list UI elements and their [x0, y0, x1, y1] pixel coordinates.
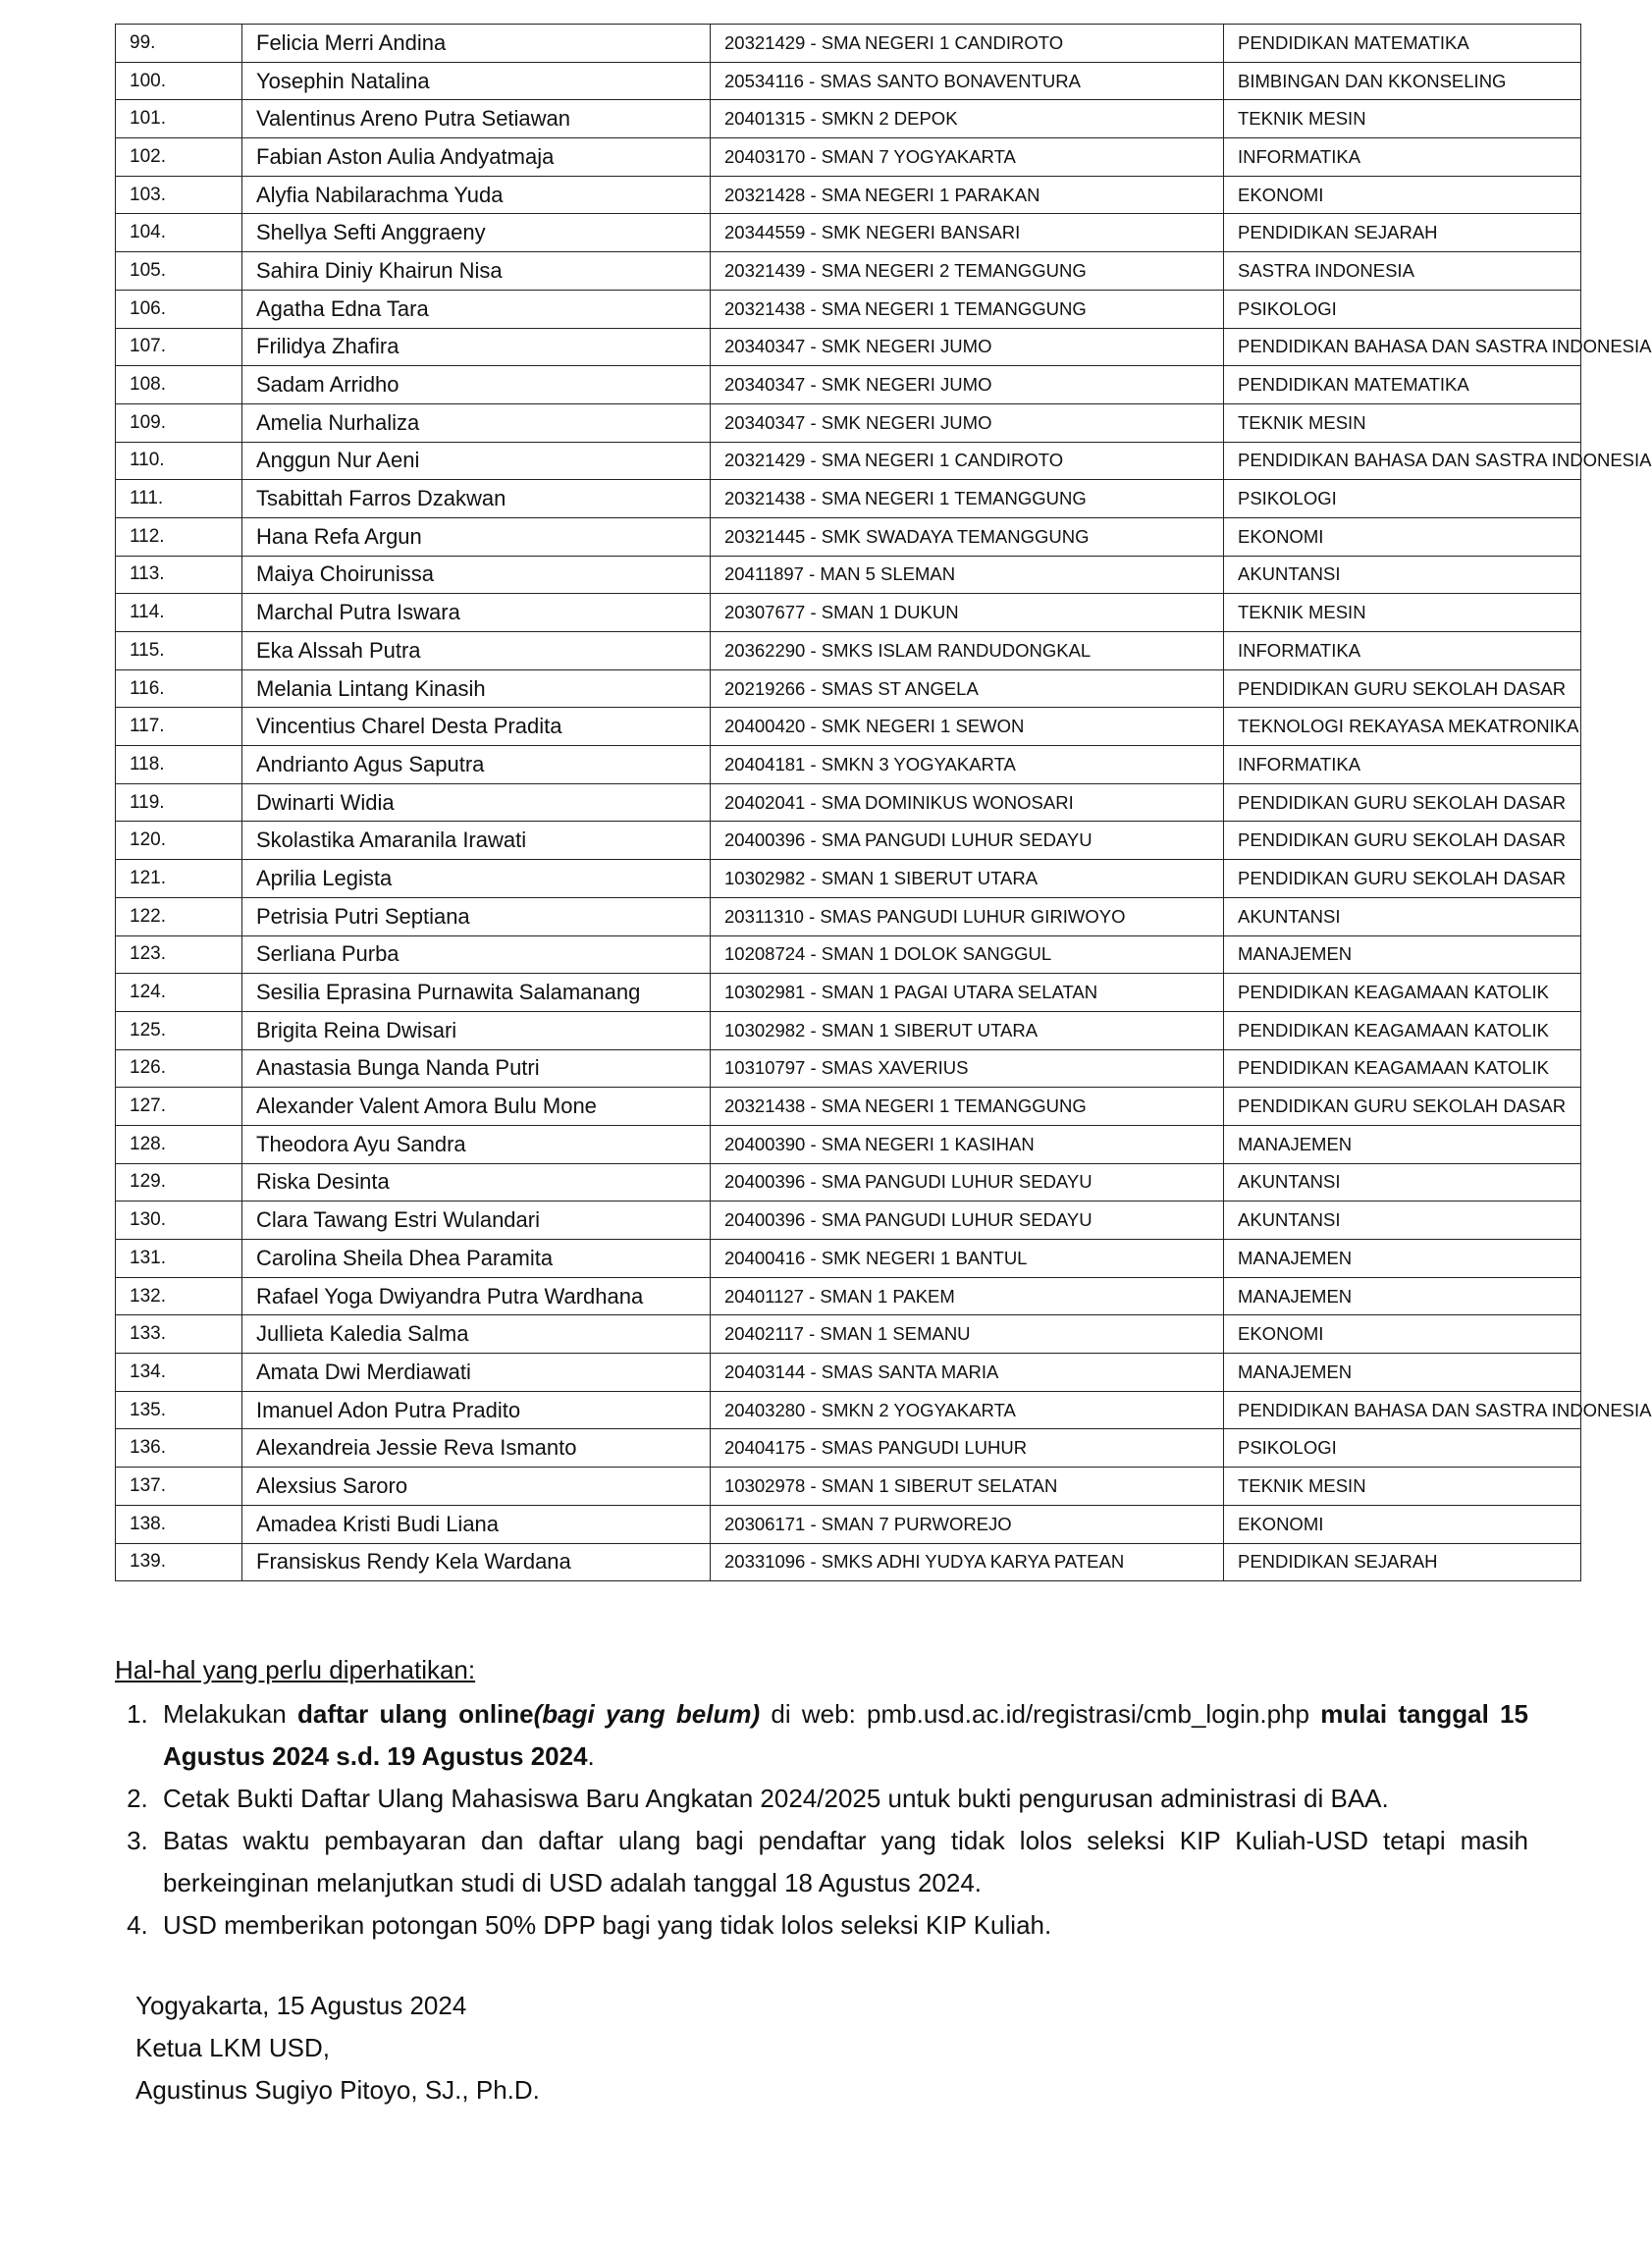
signature-name: Agustinus Sugiyo Pitoyo, SJ., Ph.D.: [135, 2075, 540, 2105]
school-name: 20321445 - SMK SWADAYA TEMANGGUNG: [711, 517, 1224, 556]
study-program: PENDIDIKAN BAHASA DAN SASTRA INDONESIA: [1224, 1391, 1581, 1429]
row-number: 114.: [116, 594, 242, 632]
student-name: Clara Tawang Estri Wulandari: [242, 1202, 711, 1240]
student-name: Alyfia Nabilarachma Yuda: [242, 176, 711, 214]
row-number: 122.: [116, 897, 242, 935]
school-name: 20400416 - SMK NEGERI 1 BANTUL: [711, 1240, 1224, 1278]
table-row: [116, 1240, 1581, 1278]
school-name: 20404175 - SMAS PANGUDI LUHUR: [711, 1429, 1224, 1468]
study-program: MANAJEMEN: [1224, 1354, 1581, 1392]
study-program: PENDIDIKAN GURU SEKOLAH DASAR: [1224, 669, 1581, 708]
row-number: 127.: [116, 1088, 242, 1126]
table-row: [116, 1088, 1581, 1126]
study-program: MANAJEMEN: [1224, 935, 1581, 974]
row-number: 111.: [116, 480, 242, 518]
study-program: TEKNIK MESIN: [1224, 403, 1581, 442]
row-number: 135.: [116, 1391, 242, 1429]
row-number: 124.: [116, 974, 242, 1012]
study-program: TEKNIK MESIN: [1224, 100, 1581, 138]
row-number: 106.: [116, 290, 242, 328]
school-name: 20321438 - SMA NEGERI 1 TEMANGGUNG: [711, 480, 1224, 518]
student-name: Skolastika Amaranila Irawati: [242, 822, 711, 860]
table-row: [116, 1163, 1581, 1202]
study-program: PENDIDIKAN BAHASA DAN SASTRA INDONESIA: [1224, 442, 1581, 480]
study-program: SASTRA INDONESIA: [1224, 252, 1581, 291]
row-number: 126.: [116, 1049, 242, 1088]
school-name: 20402041 - SMA DOMINIKUS WONOSARI: [711, 783, 1224, 822]
table-row: [116, 935, 1581, 974]
study-program: PENDIDIKAN SEJARAH: [1224, 1543, 1581, 1581]
school-name: 10302981 - SMAN 1 PAGAI UTARA SELATAN: [711, 974, 1224, 1012]
study-program: PENDIDIKAN KEAGAMAAN KATOLIK: [1224, 1011, 1581, 1049]
table-row: [116, 1505, 1581, 1543]
table-row: [116, 176, 1581, 214]
table-row: [116, 138, 1581, 177]
school-name: 20362290 - SMKS ISLAM RANDUDONGKAL: [711, 632, 1224, 670]
school-name: 20344559 - SMK NEGERI BANSARI: [711, 214, 1224, 252]
table-row: [116, 556, 1581, 594]
student-name: Jullieta Kaledia Salma: [242, 1315, 711, 1354]
student-name: Dwinarti Widia: [242, 783, 711, 822]
school-name: 20402117 - SMAN 1 SEMANU: [711, 1315, 1224, 1354]
student-name: Sadam Arridho: [242, 366, 711, 404]
student-name: Valentinus Areno Putra Setiawan: [242, 100, 711, 138]
note-item-2: 2. Cetak Bukti Daftar Ulang Mahasiswa Baru Angkatan 2024/2025 untuk bukti pengurusan administrasi di BAA.: [155, 1778, 1528, 1820]
note-1-text-a: Melakukan: [163, 1699, 297, 1729]
table-row: [116, 1429, 1581, 1468]
student-name: Anggun Nur Aeni: [242, 442, 711, 480]
study-program: EKONOMI: [1224, 1315, 1581, 1354]
student-name: Amata Dwi Merdiawati: [242, 1354, 711, 1392]
row-number: 108.: [116, 366, 242, 404]
student-name: Riska Desinta: [242, 1163, 711, 1202]
notes-list: [115, 1693, 1528, 1947]
row-number: 109.: [116, 403, 242, 442]
table-row: [116, 1354, 1581, 1392]
table-row: [116, 403, 1581, 442]
study-program: PSIKOLOGI: [1224, 1429, 1581, 1468]
row-number: 113.: [116, 556, 242, 594]
study-program: PSIKOLOGI: [1224, 290, 1581, 328]
study-program: PENDIDIKAN MATEMATIKA: [1224, 25, 1581, 63]
study-program: INFORMATIKA: [1224, 746, 1581, 784]
student-name: Theodora Ayu Sandra: [242, 1125, 711, 1163]
table-row: [116, 1391, 1581, 1429]
notes-heading: Hal-hal yang perlu diperhatikan:: [115, 1655, 476, 1684]
school-name: 20400420 - SMK NEGERI 1 SEWON: [711, 708, 1224, 746]
school-name: 20321439 - SMA NEGERI 2 TEMANGGUNG: [711, 252, 1224, 291]
row-number: 100.: [116, 62, 242, 100]
student-name: Alexsius Saroro: [242, 1468, 711, 1506]
student-name: Tsabittah Farros Dzakwan: [242, 480, 711, 518]
note-item-1: [155, 1693, 1528, 1778]
student-name: Amadea Kristi Budi Liana: [242, 1505, 711, 1543]
school-name: 20219266 - SMAS ST ANGELA: [711, 669, 1224, 708]
student-name: Frilidya Zhafira: [242, 328, 711, 366]
study-program: PENDIDIKAN MATEMATIKA: [1224, 366, 1581, 404]
study-program: AKUNTANSI: [1224, 897, 1581, 935]
table-row: [116, 974, 1581, 1012]
study-program: INFORMATIKA: [1224, 632, 1581, 670]
table-row: [116, 860, 1581, 898]
student-name: Yosephin Natalina: [242, 62, 711, 100]
row-number: 138.: [116, 1505, 242, 1543]
table-row: [116, 517, 1581, 556]
student-name: Felicia Merri Andina: [242, 25, 711, 63]
student-name: Alexander Valent Amora Bulu Mone: [242, 1088, 711, 1126]
study-program: AKUNTANSI: [1224, 556, 1581, 594]
school-name: 20321438 - SMA NEGERI 1 TEMANGGUNG: [711, 1088, 1224, 1126]
table-row: [116, 1277, 1581, 1315]
row-number: 105.: [116, 252, 242, 291]
study-program: PENDIDIKAN GURU SEKOLAH DASAR: [1224, 860, 1581, 898]
row-number: 110.: [116, 442, 242, 480]
table-row: [116, 1125, 1581, 1163]
table-row: [116, 328, 1581, 366]
school-name: 20321438 - SMA NEGERI 1 TEMANGGUNG: [711, 290, 1224, 328]
student-name: Sesilia Eprasina Purnawita Salamanang: [242, 974, 711, 1012]
study-program: TEKNOLOGI REKAYASA MEKATRONIKA: [1224, 708, 1581, 746]
school-name: 20403144 - SMAS SANTA MARIA: [711, 1354, 1224, 1392]
row-number: 99.: [116, 25, 242, 63]
note-1-bold-a: daftar ulang online: [297, 1699, 534, 1729]
student-name: Serliana Purba: [242, 935, 711, 974]
table-row: [116, 822, 1581, 860]
row-number: 120.: [116, 822, 242, 860]
student-name: Hana Refa Argun: [242, 517, 711, 556]
school-name: 20340347 - SMK NEGERI JUMO: [711, 366, 1224, 404]
school-name: 20307677 - SMAN 1 DUKUN: [711, 594, 1224, 632]
row-number: 112.: [116, 517, 242, 556]
table-row: [116, 1011, 1581, 1049]
student-name: Melania Lintang Kinasih: [242, 669, 711, 708]
study-program: EKONOMI: [1224, 176, 1581, 214]
note-1-bold-italic: (bagi yang belum): [533, 1699, 761, 1729]
school-name: 20534116 - SMAS SANTO BONAVENTURA: [711, 62, 1224, 100]
row-number: 123.: [116, 935, 242, 974]
signature-place-date: Yogyakarta, 15 Agustus 2024: [135, 1991, 467, 2020]
row-number: 107.: [116, 328, 242, 366]
row-number: 132.: [116, 1277, 242, 1315]
student-name: Aprilia Legista: [242, 860, 711, 898]
student-name: Imanuel Adon Putra Pradito: [242, 1391, 711, 1429]
row-number: 103.: [116, 176, 242, 214]
row-number: 116.: [116, 669, 242, 708]
study-program: MANAJEMEN: [1224, 1125, 1581, 1163]
student-name: Carolina Sheila Dhea Paramita: [242, 1240, 711, 1278]
student-table-body: [116, 25, 1652, 1581]
school-name: 10302982 - SMAN 1 SIBERUT UTARA: [711, 1011, 1224, 1049]
study-program: PENDIDIKAN GURU SEKOLAH DASAR: [1224, 1088, 1581, 1126]
study-program: PENDIDIKAN SEJARAH: [1224, 214, 1581, 252]
student-name: Vincentius Charel Desta Pradita: [242, 708, 711, 746]
study-program: PENDIDIKAN KEAGAMAAN KATOLIK: [1224, 974, 1581, 1012]
table-row: [116, 25, 1581, 63]
row-number: 137.: [116, 1468, 242, 1506]
row-number: 101.: [116, 100, 242, 138]
school-name: 20340347 - SMK NEGERI JUMO: [711, 328, 1224, 366]
student-name: Eka Alssah Putra: [242, 632, 711, 670]
row-number: 139.: [116, 1543, 242, 1581]
student-name: Sahira Diniy Khairun Nisa: [242, 252, 711, 291]
row-number: 128.: [116, 1125, 242, 1163]
student-name: Rafael Yoga Dwiyandra Putra Wardhana: [242, 1277, 711, 1315]
study-program: PSIKOLOGI: [1224, 480, 1581, 518]
student-name: Alexandreia Jessie Reva Ismanto: [242, 1429, 711, 1468]
table-row: [116, 1049, 1581, 1088]
study-program: EKONOMI: [1224, 517, 1581, 556]
row-number: 125.: [116, 1011, 242, 1049]
student-name: Brigita Reina Dwisari: [242, 1011, 711, 1049]
study-program: AKUNTANSI: [1224, 1202, 1581, 1240]
school-name: 20401315 - SMKN 2 DEPOK: [711, 100, 1224, 138]
student-name: Fabian Aston Aulia Andyatmaja: [242, 138, 711, 177]
row-number: 131.: [116, 1240, 242, 1278]
note-1-text-b: di web: pmb.usd.ac.id/registrasi/cmb_login.php: [760, 1699, 1321, 1729]
table-row: [116, 708, 1581, 746]
table-row: [116, 1543, 1581, 1581]
table-row: [116, 669, 1581, 708]
school-name: 20321429 - SMA NEGERI 1 CANDIROTO: [711, 25, 1224, 63]
student-name: Petrisia Putri Septiana: [242, 897, 711, 935]
table-row: [116, 442, 1581, 480]
row-number: 130.: [116, 1202, 242, 1240]
study-program: PENDIDIKAN GURU SEKOLAH DASAR: [1224, 783, 1581, 822]
table-row: [116, 480, 1581, 518]
study-program: BIMBINGAN DAN KKONSELING: [1224, 62, 1581, 100]
row-number: 119.: [116, 783, 242, 822]
row-number: 118.: [116, 746, 242, 784]
signature-block: [135, 1985, 540, 2111]
row-number: 133.: [116, 1315, 242, 1354]
student-name: Shellya Sefti Anggraeny: [242, 214, 711, 252]
school-name: 20403280 - SMKN 2 YOGYAKARTA: [711, 1391, 1224, 1429]
table-row: [116, 632, 1581, 670]
school-name: 20400396 - SMA PANGUDI LUHUR SEDAYU: [711, 1202, 1224, 1240]
table-row: [116, 1315, 1581, 1354]
signature-role: Ketua LKM USD,: [135, 2033, 330, 2062]
school-name: 20311310 - SMAS PANGUDI LUHUR GIRIWOYO: [711, 897, 1224, 935]
school-name: 10310797 - SMAS XAVERIUS: [711, 1049, 1224, 1088]
row-number: 117.: [116, 708, 242, 746]
note-item-4: 4. USD memberikan potongan 50% DPP bagi yang tidak lolos seleksi KIP Kuliah.: [155, 1904, 1528, 1947]
table-row: [116, 366, 1581, 404]
table-row: [116, 897, 1581, 935]
row-number: 129.: [116, 1163, 242, 1202]
study-program: MANAJEMEN: [1224, 1240, 1581, 1278]
school-name: 10208724 - SMAN 1 DOLOK SANGGUL: [711, 935, 1224, 974]
table-row: [116, 1202, 1581, 1240]
school-name: 10302982 - SMAN 1 SIBERUT UTARA: [711, 860, 1224, 898]
table-row: [116, 594, 1581, 632]
study-program: EKONOMI: [1224, 1505, 1581, 1543]
study-program: INFORMATIKA: [1224, 138, 1581, 177]
study-program: AKUNTANSI: [1224, 1163, 1581, 1202]
notes-section: [115, 1649, 1528, 1947]
study-program: PENDIDIKAN KEAGAMAAN KATOLIK: [1224, 1049, 1581, 1088]
study-program: TEKNIK MESIN: [1224, 594, 1581, 632]
table-row: [116, 1468, 1581, 1506]
school-name: 10302978 - SMAN 1 SIBERUT SELATAN: [711, 1468, 1224, 1506]
school-name: 20321428 - SMA NEGERI 1 PARAKAN: [711, 176, 1224, 214]
student-table: [115, 24, 1652, 1581]
table-row: [116, 746, 1581, 784]
table-row: [116, 783, 1581, 822]
student-name: Marchal Putra Iswara: [242, 594, 711, 632]
row-number: 115.: [116, 632, 242, 670]
note-1-bold-b: mulai tanggal 15 Agustus 2024 s.d. 19 Agustus 2024: [163, 1699, 1528, 1771]
school-name: 20331096 - SMKS ADHI YUDYA KARYA PATEAN: [711, 1543, 1224, 1581]
student-name: Amelia Nurhaliza: [242, 403, 711, 442]
student-name: Anastasia Bunga Nanda Putri: [242, 1049, 711, 1088]
table-row: [116, 252, 1581, 291]
table-row: [116, 290, 1581, 328]
school-name: 20404181 - SMKN 3 YOGYAKARTA: [711, 746, 1224, 784]
study-program: PENDIDIKAN GURU SEKOLAH DASAR: [1224, 822, 1581, 860]
school-name: 20400396 - SMA PANGUDI LUHUR SEDAYU: [711, 1163, 1224, 1202]
study-program: TEKNIK MESIN: [1224, 1468, 1581, 1506]
school-name: 20411897 - MAN 5 SLEMAN: [711, 556, 1224, 594]
note-1-text-c: .: [587, 1741, 595, 1771]
study-program: PENDIDIKAN BAHASA DAN SASTRA INDONESIA: [1224, 328, 1581, 366]
school-name: 20403170 - SMAN 7 YOGYAKARTA: [711, 138, 1224, 177]
student-name: Maiya Choirunissa: [242, 556, 711, 594]
school-name: 20321429 - SMA NEGERI 1 CANDIROTO: [711, 442, 1224, 480]
table-row: [116, 214, 1581, 252]
row-number: 136.: [116, 1429, 242, 1468]
note-item-3: 3. Batas waktu pembayaran dan daftar ulang bagi pendaftar yang tidak lolos seleksi KIP Kuliah-USD tetapi masih berkeinginan melanjutkan studi di USD adalah tanggal 18 Agustus 2024.: [155, 1820, 1528, 1904]
student-name: Andrianto Agus Saputra: [242, 746, 711, 784]
table-row: [116, 100, 1581, 138]
table-row: [116, 62, 1581, 100]
student-name: Agatha Edna Tara: [242, 290, 711, 328]
row-number: 134.: [116, 1354, 242, 1392]
school-name: 20401127 - SMAN 1 PAKEM: [711, 1277, 1224, 1315]
school-name: 20400396 - SMA PANGUDI LUHUR SEDAYU: [711, 822, 1224, 860]
row-number: 104.: [116, 214, 242, 252]
school-name: 20400390 - SMA NEGERI 1 KASIHAN: [711, 1125, 1224, 1163]
school-name: 20340347 - SMK NEGERI JUMO: [711, 403, 1224, 442]
study-program: MANAJEMEN: [1224, 1277, 1581, 1315]
school-name: 20306171 - SMAN 7 PURWOREJO: [711, 1505, 1224, 1543]
student-name: Fransiskus Rendy Kela Wardana: [242, 1543, 711, 1581]
row-number: 102.: [116, 138, 242, 177]
row-number: 121.: [116, 860, 242, 898]
